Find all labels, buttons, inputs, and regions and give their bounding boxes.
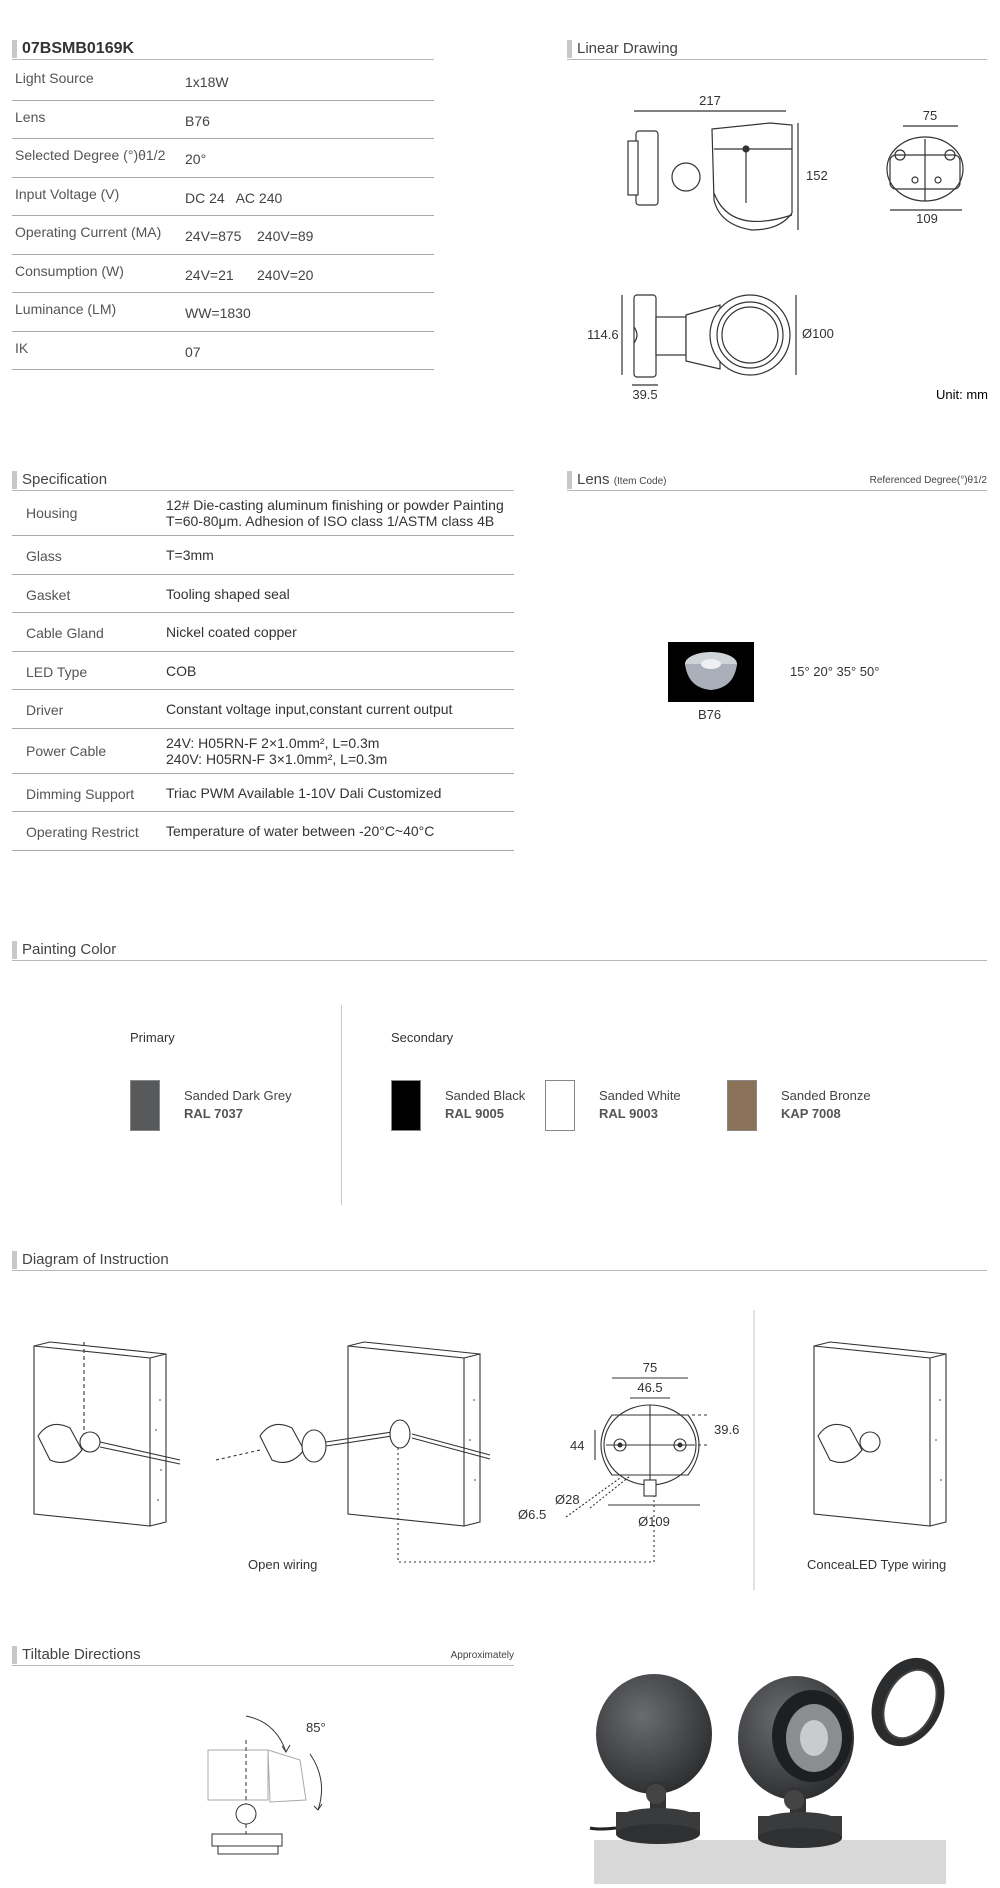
specification-header <box>12 469 514 491</box>
color-swatch <box>391 1080 421 1131</box>
pivot-knob <box>672 163 700 191</box>
spec-value <box>166 624 297 640</box>
header-bar <box>12 1251 17 1269</box>
spec-row <box>12 536 514 575</box>
param-value: WW=1830 <box>185 305 251 321</box>
spec-value <box>166 586 290 602</box>
product-photo <box>578 1642 988 1884</box>
spec-row <box>12 652 514 691</box>
dim-plate-75: 75 <box>642 1360 658 1375</box>
spec-label: Power Cable <box>26 742 107 759</box>
spec-value-line: 12# Die-casting aluminum finishing or powder Painting <box>166 497 504 513</box>
photo-lamp-1 <box>596 1674 712 1794</box>
linear-drawing <box>570 85 990 415</box>
color-swatch <box>727 1080 757 1131</box>
lamp-ghost <box>208 1750 268 1800</box>
tilt-arrow <box>310 1754 322 1810</box>
param-row <box>12 255 434 294</box>
param-label: Light Source <box>15 70 94 86</box>
specification-table <box>12 491 514 851</box>
spec-value-line: T=3mm <box>166 547 214 563</box>
color-code: KAP 7008 <box>781 1106 841 1121</box>
spec-label: Dimming Support <box>26 785 135 802</box>
param-value: B76 <box>185 112 210 129</box>
param-row <box>12 139 434 178</box>
header-bar <box>567 471 572 489</box>
painting-color-header <box>12 939 987 961</box>
photo-floor <box>594 1840 946 1884</box>
color-code: RAL 9005 <box>445 1106 505 1121</box>
param-label: Luminance (LM) <box>15 301 117 317</box>
linear-drawing-title: Linear Drawing <box>577 40 678 57</box>
param-value: 24V=21 240V=20 <box>185 266 314 283</box>
spec-value-line: Nickel coated copper <box>166 624 297 640</box>
param-row <box>12 178 434 217</box>
spec-row <box>12 812 514 851</box>
param-value: 24V=875 240V=89 <box>185 228 314 244</box>
lens-degrees: 15° 20° 35° 50° <box>790 664 880 679</box>
spec-value-line: 24V: H05RN-F 2×1.0mm², L=0.3m <box>166 734 380 751</box>
parameter-table <box>12 62 434 370</box>
concealed-wiring-label: ConceaLED Type wiring <box>807 1557 947 1572</box>
referenced-degree-label: Referenced Degree(°)θ1/2 <box>869 475 987 486</box>
instruction-header <box>12 1249 987 1271</box>
param-value: 07 <box>185 343 201 360</box>
spec-label: Glass <box>26 548 62 564</box>
tiltable-note: Approximately <box>450 1650 514 1661</box>
spec-row <box>12 729 514 774</box>
tilt-angle: 85° <box>306 1720 326 1735</box>
color-code: RAL 7037 <box>184 1106 244 1121</box>
header-bar <box>567 40 572 58</box>
spec-row <box>12 491 514 536</box>
header-bar <box>12 471 17 489</box>
lens-subtitle: (Item Code) <box>613 476 667 487</box>
spec-value-line: COB <box>166 662 197 679</box>
param-label: Input Voltage (V) <box>15 185 120 202</box>
tiltable-title: Tiltable Directions <box>22 1646 141 1663</box>
color-code: RAL 9003 <box>599 1106 659 1121</box>
spec-value <box>166 547 214 563</box>
spec-value-line: Constant voltage input,constant current output <box>166 701 453 717</box>
lamp-body <box>712 123 792 230</box>
spec-label: Housing <box>26 505 78 521</box>
dim-152: 152 <box>806 168 828 183</box>
spec-value <box>166 823 434 839</box>
dim-217: 217 <box>699 93 721 108</box>
dim-75: 75 <box>922 108 938 123</box>
spec-label: Gasket <box>26 586 71 603</box>
color-name: Sanded Bronze <box>781 1088 871 1103</box>
spec-label: Driver <box>26 702 64 718</box>
color-name: Sanded Black <box>445 1088 526 1103</box>
dim-plate-44: 44 <box>570 1438 585 1453</box>
param-label: Selected Degree (°)θ1/2 <box>15 147 166 163</box>
dim-dia-100: Ø100 <box>802 326 834 341</box>
product-code-header <box>12 38 434 60</box>
spec-value <box>166 785 441 801</box>
dim-plate-39-6: 39.6 <box>714 1422 740 1437</box>
spec-value <box>166 701 452 717</box>
tiltable-header <box>12 1644 514 1666</box>
wall-plate <box>636 131 658 205</box>
param-row <box>12 216 434 255</box>
primary-label: Primary <box>130 1030 175 1045</box>
open-wiring-label: Open wiring <box>248 1557 318 1572</box>
param-value: 1x18W <box>185 74 229 90</box>
header-bar <box>12 40 17 58</box>
unit-label: Unit: mm <box>936 387 988 402</box>
specification-title: Specification <box>22 471 108 488</box>
painting-divider <box>341 1005 342 1205</box>
spec-row <box>12 613 514 652</box>
lamp-2 <box>260 1424 304 1462</box>
param-value: 20° <box>185 151 207 167</box>
linear-drawing-header <box>567 38 987 60</box>
param-label: IK <box>15 339 29 356</box>
spec-row <box>12 690 514 729</box>
param-label: Consumption (W) <box>15 262 124 279</box>
lens-image <box>668 642 754 702</box>
product-code: 07BSMB0169K <box>22 40 135 57</box>
color-name: Sanded Dark Grey <box>184 1088 292 1103</box>
color-swatch <box>130 1080 160 1131</box>
param-label: Operating Current (MA) <box>15 224 162 240</box>
dim-plate-109: Ø109 <box>638 1514 670 1529</box>
secondary-label: Secondary <box>391 1030 454 1045</box>
spec-label: LED Type <box>26 663 88 680</box>
lens-item-code: B76 <box>698 707 722 722</box>
spec-value <box>166 663 196 679</box>
tilt-pivot <box>236 1804 256 1824</box>
lens-header <box>567 469 987 491</box>
spec-row <box>12 575 514 614</box>
color-name: Sanded White <box>599 1088 681 1103</box>
dim-39-5: 39.5 <box>632 387 658 402</box>
lens-graphic <box>668 642 754 702</box>
color-swatch <box>545 1080 575 1131</box>
param-row <box>12 101 434 140</box>
spec-label: Cable Gland <box>26 625 104 641</box>
dim-plate-28: Ø28 <box>555 1492 580 1507</box>
lens-title <box>577 471 667 488</box>
spec-value-line: Triac PWM Available 1-10V Dali Customized <box>166 784 442 801</box>
spec-value-line: Tooling shaped seal <box>166 585 290 602</box>
spec-value <box>166 497 504 529</box>
param-row <box>12 62 434 101</box>
header-bar <box>12 1646 17 1664</box>
param-label: Lens <box>15 108 46 125</box>
param-value: DC 24 AC 240 <box>185 189 283 206</box>
spec-row <box>12 774 514 813</box>
spec-value-line: Temperature of water between -20°C~40°C <box>166 823 435 839</box>
param-row <box>12 332 434 371</box>
dim-plate-6-5: Ø6.5 <box>518 1507 547 1522</box>
header-bar <box>12 941 17 959</box>
dim-109: 109 <box>916 211 938 226</box>
spec-value-line: 240V: H05RN-F 3×1.0mm², L=0.3m <box>166 750 388 767</box>
instruction-title: Diagram of Instruction <box>22 1251 169 1268</box>
spec-value <box>166 735 387 767</box>
dim-114-6: 114.6 <box>587 327 619 342</box>
painting-color-title: Painting Color <box>22 941 117 958</box>
lens-title-text: Lens <box>577 471 610 488</box>
spec-label: Operating Restrict <box>26 824 139 840</box>
spec-value-line: T=60-80μm. Adhesion of ISO class 1/ASTM class 4B <box>166 513 495 529</box>
tilt-diagram <box>200 1710 340 1860</box>
param-row <box>12 293 434 332</box>
dim-plate-46-5: 46.5 <box>637 1380 663 1395</box>
